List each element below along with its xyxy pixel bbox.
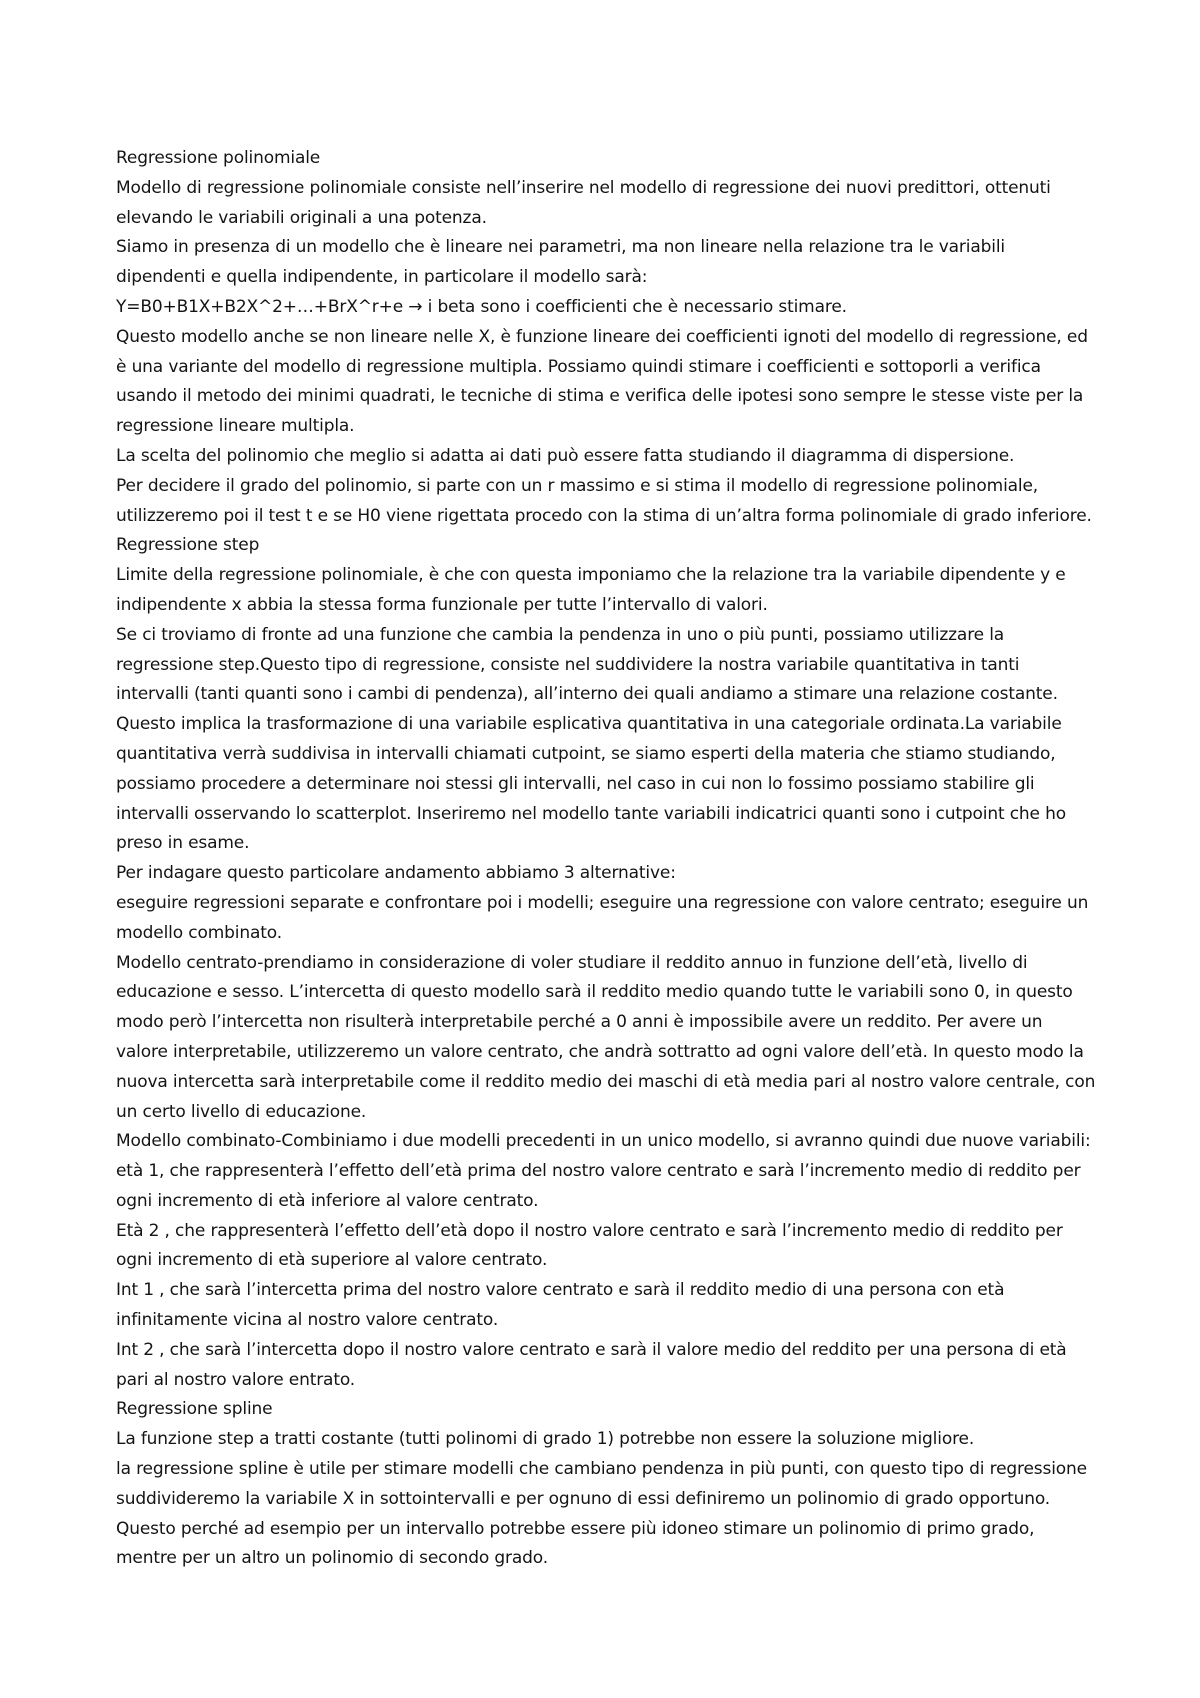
paragraph: Limite della regressione polinomiale, è che con questa imponiamo che la relazione tra la variabile dipendente y e indipendente x abbia la stessa forma funzionale per tutte l’intervallo di valori. [116,565,1066,615]
paragraph: Se ci troviamo di fronte ad una funzione che cambia la pendenza in uno o più punti, possiamo utilizzare la regressione step.Questo tipo di regressione, consiste nel suddividere la nostra variabile quantitativa in tanti intervalli (tanti quanti sono i cambi di pendenza), all’interno dei quali andiamo a stimare una relazione costante. Questo implica la trasformazione di una variabile esplicativa quantitativa in una categoriale ordinata.La variabile quantitativa verrà suddivisa in intervalli chiamati cutpoint, se siamo esperti della materia che stiamo studiando, possiamo procedere a determinare noi stessi gli intervalli, nel caso in cui non lo fossimo possiamo stabilire gli intervalli osservando lo scatterplot. Inseriremo nel modello tante variabili indicatrici quanti sono i cutpoint che ho preso in esame. [116,624,1066,854]
paragraph: Questo modello anche se non lineare nelle X, è funzione lineare dei coefficienti ignoti del modello di regressione, ed è una variante del modello di regressione multipla. Possiamo quindi stimare i coefficienti e sottoporli a verifica usando il metodo dei minimi quadrati, le tecniche di stima e verifica delle ipotesi sono sempre le stesse viste per la regressione lineare multipla. [116,326,1088,437]
paragraph: Modello combinato-Combiniamo i due modelli precedenti in un unico modello, si avranno quindi due nuove variabili: età 1, che rappresenterà l’effetto dell’età prima del nostro valore centrato e sarà l’incremento medio di reddito per ogni incremento di età inferiore al valore centrato. [116,1131,1091,1211]
paragraph: Modello centrato-prendiamo in considerazione di voler studiare il reddito annuo in funzione dell’età, livello di educazione e sesso. L’intercetta di questo modello sarà il reddito medio quando tutte le variabili sono 0, in questo modo però l’intercetta non risulterà interpretabile perché a 0 anni è impossibile avere un reddito. Per avere un valore interpretabile, utilizzeremo un valore centrato, che andrà sottratto ad ogni valore dell’età. In questo modo la nuova intercetta sarà interpretabile come il reddito medio dei maschi di età media pari al nostro valore centrale, con un certo livello di educazione. [116,952,1096,1122]
paragraph: Per decidere il grado del polinomio, si parte con un r massimo e si stima il modello di regressione polinomiale, utilizzeremo poi il test t e se H0 viene rigettata procedo con la stima di un’altra forma polinomiale di grado inferiore. [116,475,1092,526]
heading-regressione-step: Regressione step [116,535,260,556]
paragraph: Siamo in presenza di un modello che è lineare nei parametri, ma non lineare nella relazione tra le variabili dipendenti e quella indipendente, in particolare il modello sarà: [116,237,1005,288]
paragraph: Età 2 , che rappresenterà l’effetto dell’età dopo il nostro valore centrato e sarà l’incremento medio di reddito per ogni incremento di età superiore al valore centrato. [116,1220,1063,1271]
paragraph: La funzione step a tratti costante (tutti polinomi di grado 1) potrebbe non essere la soluzione migliore. [116,1429,975,1450]
paragraph: eseguire regressioni separate e confrontare poi i modelli; eseguire una regressione con valore centrato; eseguire un modello combinato. [116,892,1089,943]
paragraph: Int 2 , che sarà l’intercetta dopo il nostro valore centrato e sarà il valore medio del reddito per una persona di età pari al nostro valore entrato. [116,1339,1067,1390]
paragraph: Modello di regressione polinomiale consiste nell’inserire nel modello di regressione dei nuovi predittori, ottenuti elevando le variabili originali a una potenza. [116,177,1051,228]
paragraph: La scelta del polinomio che meglio si adatta ai dati può essere fatta studiando il diagramma di dispersione. [116,445,1015,466]
paragraph: Int 1 , che sarà l’intercetta prima del nostro valore centrato e sarà il reddito medio di una persona con età infinitamente vicina al nostro valore centrato. [116,1280,1005,1331]
document-body [116,144,1096,1574]
heading-regressione-polinomiale: Regressione polinomiale [116,148,321,168]
formula-line: Y=B0+B1X+B2X^2+…+BrX^r+e → i beta sono i coefficienti che è necessario stimare. [116,296,847,317]
paragraph: Per indagare questo particolare andamento abbiamo 3 alternative: [116,863,676,884]
paragraph: la regressione spline è utile per stimare modelli che cambiano pendenza in più punti, con questo tipo di regressione suddivideremo la variabile X in sottointervalli e per ognuno di essi definiremo un polinomio di grado opportuno. Questo perché ad esempio per un intervallo potrebbe essere più idoneo stimare un polinomio di primo grado, mentre per un altro un polinomio di secondo grado. [116,1459,1087,1569]
heading-regressione-spline: Regressione spline [116,1399,273,1420]
